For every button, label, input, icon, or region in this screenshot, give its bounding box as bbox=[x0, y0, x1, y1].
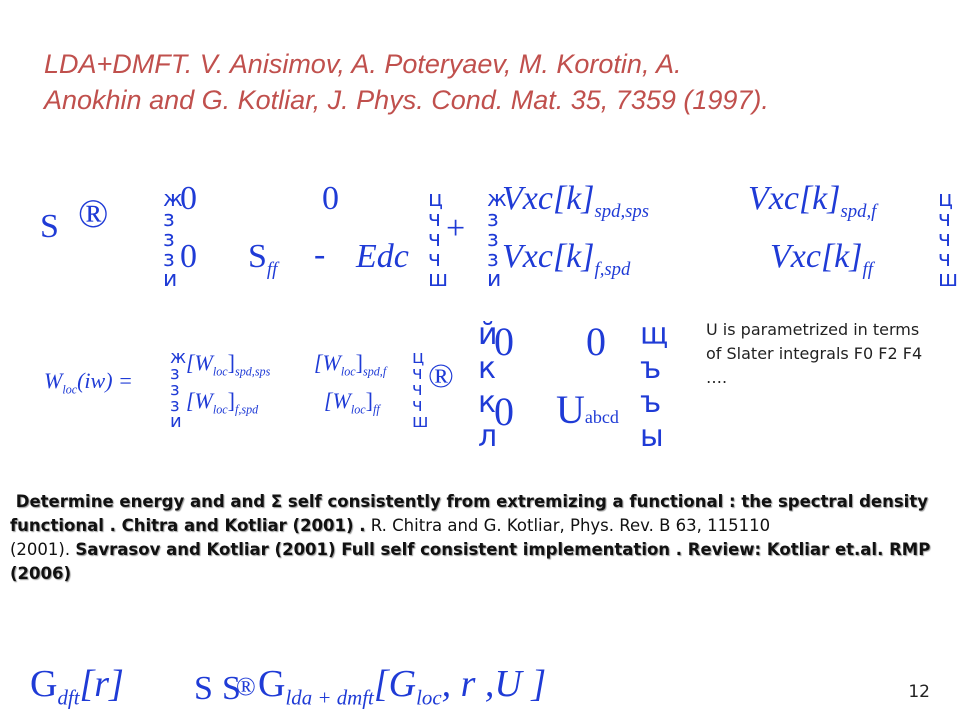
title-line-1: LDA+DMFT. V. Anisimov, A. Poteryaev, M. Korotin, A. bbox=[44, 49, 682, 79]
eq2-bracket-mid: ц ч ч ч ш bbox=[412, 347, 429, 432]
eq1-v11: $Vxc[k]_{spd,sps}$ bbox=[502, 180, 650, 222]
slide-title bbox=[44, 46, 769, 118]
eq1-edc: Edc bbox=[356, 238, 409, 275]
eq2-u22: Uabcd bbox=[556, 387, 619, 432]
eq3-g-lda: $G_{lda + dmft}[G_{loc}$, r ,U ] bbox=[258, 663, 547, 710]
eq2-w11: $[W_{loc}]_{spd,sps}$ bbox=[186, 350, 271, 379]
eq1-m22-s: $S_{ff}$ bbox=[248, 238, 278, 280]
eq2-w22: $[W_{loc}]_{ff}$ bbox=[324, 388, 380, 417]
title-line-2: Anokhin and G. Kotliar, J. Phys. Cond. Mat. 35, 7359 (1997). bbox=[44, 85, 769, 115]
eq2-lhs: $W_{loc}(iw)$ = bbox=[44, 368, 133, 397]
eq1-bracket-left: ж з з з и bbox=[163, 187, 183, 292]
para-part-5: Savrasov and Kotliar (2001) Full self consistent implementation . Review: Kotliar et.al. RMP (2006) bbox=[10, 540, 931, 583]
para-reference-year: (2001). bbox=[10, 540, 71, 559]
eq1-m11: 0 bbox=[180, 180, 197, 217]
eq2-bracket-left: ж з з з и bbox=[170, 347, 187, 432]
eq2-bracket-right: щ ъ ъ ы bbox=[640, 317, 669, 454]
eq3-s2: S bbox=[222, 670, 241, 707]
eq2-u11: 0 bbox=[494, 319, 514, 364]
eq2-bracket-left-2: й к к л bbox=[478, 317, 498, 454]
eq1-m12: 0 bbox=[322, 180, 339, 217]
eq2-arrow: ® bbox=[428, 358, 454, 395]
description-paragraph bbox=[10, 490, 940, 586]
eq1-m21: 0 bbox=[180, 238, 197, 275]
eq2-u21: 0 bbox=[494, 389, 514, 434]
eq3-s1: S bbox=[194, 670, 213, 707]
eq1-bracket-right: ц ч ч ч ш bbox=[938, 187, 959, 292]
eq1-bracket-left-2: ж з з з и bbox=[487, 187, 507, 292]
eq2-u12: 0 bbox=[586, 319, 606, 364]
eq2-w21: $[W_{loc}]_{f,spd}$ bbox=[186, 388, 259, 417]
eq1-minus: - bbox=[314, 236, 326, 273]
para-part-1: Determine energy and and bbox=[15, 492, 266, 511]
para-part-2: self consistently from extremizing a functional : the spectral density functional . Chitra and Kotliar (2001) . bbox=[10, 492, 928, 535]
para-reference-1: R. Chitra and G. Kotliar, Phys. Rev. B 63, 115110 bbox=[370, 516, 771, 535]
eq1-lhs: S bbox=[40, 208, 59, 245]
eq2-w12: $[W_{loc}]_{spd,f}$ bbox=[314, 350, 387, 379]
eq1-arrow: ® bbox=[78, 191, 109, 236]
eq1-plus: + bbox=[446, 210, 466, 247]
eq3-arrow: ® bbox=[236, 672, 256, 701]
eq1-v12: $Vxc[k]_{spd,f}$ bbox=[748, 180, 877, 222]
eq1-v22: $Vxc[k]_{ff}$ bbox=[770, 238, 873, 280]
slater-note: U is parametrized in terms of Slater integrals F0 F2 F4 …. bbox=[706, 320, 923, 387]
eq3-g: $G_{dft}[r]$ bbox=[30, 663, 124, 710]
eq1-v21: $Vxc[k]_{f,spd}$ bbox=[502, 238, 631, 280]
page-number: 12 bbox=[908, 682, 930, 702]
sigma-symbol: Σ bbox=[270, 492, 283, 511]
eq1-bracket-mid: ц ч ч ч ш bbox=[428, 187, 449, 292]
